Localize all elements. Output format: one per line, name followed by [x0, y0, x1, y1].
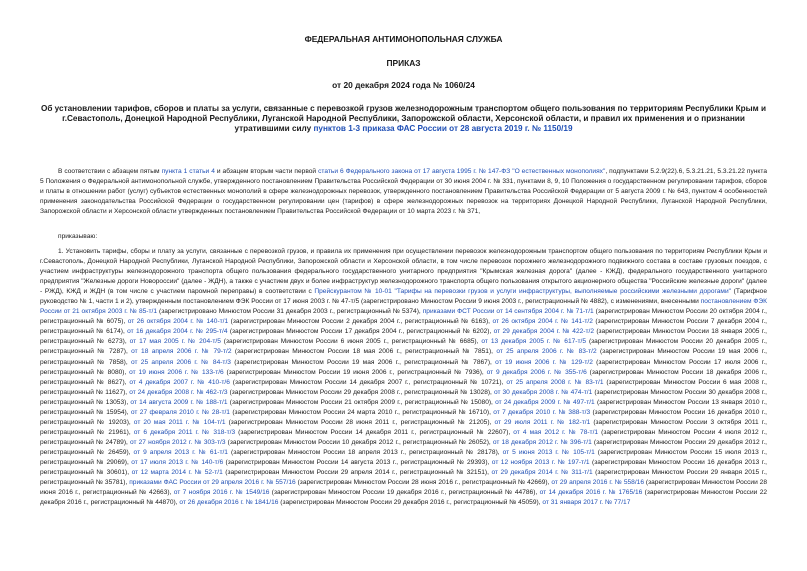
- body-text-run: (зарегистрирован Минюстом России 3 октября 2011 г., регистрационный № 21961),: [40, 418, 767, 436]
- body-text-run: (зарегистрирован Минюстом России 21 октября 2009 г., регистрационный № 15080),: [227, 398, 496, 406]
- document-link[interactable]: от 7 ноября 2016 г. № 1549/16: [173, 489, 270, 497]
- document-link[interactable]: от 31 января 2017 г. № 77/17: [542, 499, 631, 507]
- body-text-run: (зарегистрирован Минюстом России 29 апреля 2014 г., регистрационный № 32151),: [222, 469, 492, 477]
- body-text-run: (зарегистрирован Минюстом России 28 июня 2011 г., регистрационный № 21205),: [225, 418, 495, 426]
- body-text-run: (зарегистрирован Минюстом России 19 июня 2006 г., регистрационный № 7936),: [223, 368, 487, 376]
- document-link[interactable]: от 29 декабря 2004 г. № 422-т/2: [493, 328, 594, 336]
- body-text-run: (зарегистрирован Минюстом России 18 мая 2006 г., регистрационный № 7851),: [231, 348, 497, 356]
- document-link[interactable]: от 29 апреля 2016 г. № 558/16: [551, 479, 644, 487]
- body-text-run: (зарегистрирован Минюстом России 7 декабря 2004 г., регистрационный № 6174),: [40, 318, 767, 336]
- clause-1-text: [40, 247, 767, 508]
- document-link[interactable]: от 25 апреля 2006 г. № 83-т/2: [496, 348, 597, 356]
- document-link[interactable]: от 27 ноября 2012 г. № 303-т/3: [129, 438, 226, 446]
- body-text-run: (зарегистрирован Минюстом России 6 мая 2008 г., регистрационный № 11627),: [40, 378, 768, 396]
- order-word: приказываю:: [58, 233, 98, 240]
- preamble-text: [40, 167, 767, 217]
- document-link[interactable]: от 4 декабря 2007 г. № 410-т/6: [129, 378, 230, 386]
- title-text: Об установлении тарифов, сборов и платы за услуги, связанные с перевозкой грузов железнодорожным транспортом общего пользования по территориям Республики Крым и г.Севастополь, Донецкой Народной Республики, Луганской Народной Республики, Запорожской области, Херсонской области, и правил их применения и о признании утратившими силу: [40, 104, 767, 133]
- document-link[interactable]: от 17 мая 2005 г. № 204-т/5: [129, 338, 221, 346]
- agency-heading: ФЕДЕРАЛЬНАЯ АНТИМОНОПОЛЬНАЯ СЛУЖБА: [304, 34, 503, 44]
- document-link[interactable]: от 12 марта 2014 г. № 52-т/1: [131, 469, 223, 477]
- body-text-run: (зарегистрирован Минюстом России 18 апреля 2013 г., регистрационный № 28178),: [227, 448, 503, 456]
- document-link[interactable]: от 12 ноября 2013 г. № 197-т/1: [491, 458, 590, 466]
- body-text-run: (зарегистрирован Минюстом России 19 мая 2006 г., регистрационный № 7858),: [40, 348, 767, 366]
- body-text-run: (зарегистрирован Минюстом России 13 января 2010 г., регистрационный № 15954),: [40, 398, 767, 416]
- document-link[interactable]: статьи 6 Федерального закона от 17 августа 1995 г. № 147-ФЗ "О естественных монополиях": [318, 168, 606, 175]
- document-link[interactable]: от 24 декабря 2009 г. № 497-т/1: [495, 398, 595, 406]
- body-text-run: (зарегистрирован Минюстом России 29 декабря 2016 г., регистрационный № 45059),: [278, 499, 543, 507]
- document-link[interactable]: приказами ФАС России от 29 апреля 2016 г. № 557/16: [129, 479, 296, 487]
- body-text-run: (зарегистрирован Минюстом России 19 декабря 2016 г., регистрационный № 44786),: [269, 489, 540, 497]
- document-link[interactable]: от 19 июня 2006 г. № 133-т/6: [129, 368, 224, 376]
- document-link[interactable]: от 14 декабря 2016 г. № 1765/16: [539, 489, 643, 497]
- body-text-run: (Тарифное руководство № 1, части 1 и 2), утвержденным постановлением ФЭК России от 17 июня 2003 г. № 47-т/5 (зарегистрировано Минюстом России 9 июня 2003 г., регистрационный № 4882), с изменениями, внесенными: [40, 288, 767, 306]
- document-date-number: от 20 декабря 2024 года № 1060/24: [332, 80, 475, 90]
- body-text-run: (зарегистрирован Минюстом России 18 января 2005 г., регистрационный № 6273),: [40, 328, 767, 346]
- body-text-run: (зарегистрирован Минюстом России 2 декабря 2004 г., регистрационный № 6163),: [228, 318, 493, 326]
- document-link[interactable]: от 5 июня 2013 г. № 105-т/1: [502, 448, 595, 456]
- document-link[interactable]: от 25 апреля 2006 г. № 84-т/3: [130, 358, 231, 366]
- body-text-run: (зарегистрирован Минюстом России 16 декабря 2013 г., регистрационный № 30601),: [40, 458, 768, 477]
- document-link[interactable]: от 26 октября 2004 г. № 140-т/1: [127, 318, 229, 326]
- document-title: [40, 104, 767, 134]
- document-link[interactable]: от 4 мая 2012 г. № 78-т/1: [513, 428, 599, 436]
- body-text-run: и абзацем вторым части первой: [214, 168, 319, 175]
- body-text-run: (зарегистрирован Минюстом России 22 декабря 2016 г., регистрационный № 44870),: [40, 489, 768, 507]
- body-text-run: (зарегистрирован Минюстом России 30 декабря 2008 г., регистрационный № 13053),: [40, 388, 767, 406]
- preamble-paragraph: [40, 167, 767, 217]
- document-link[interactable]: от 18 декабря 2012 г. № 396-т/1: [492, 438, 592, 446]
- body-text-run: (зарегистрирован Минюстом России 20 декабря 2005 г., регистрационный № 7287),: [40, 338, 767, 356]
- document-link[interactable]: от 9 апреля 2013 г. № 61-т/1: [133, 448, 228, 456]
- document-link[interactable]: от 18 апреля 2006 г. № 79-т/2: [131, 348, 232, 356]
- document-link[interactable]: от 25 апреля 2008 г. № 83-т/1: [506, 378, 604, 386]
- document-link[interactable]: от 16 декабря 2004 г. № 295-т/4: [127, 328, 228, 336]
- body-text-run: (зарегистрирован Минюстом России 29 января 2015 г., регистрационный № 35781),: [40, 469, 767, 487]
- body-text-run: (зарегистрирован Минюстом России 14 августа 2013 г., регистрационный № 29393),: [223, 458, 492, 466]
- body-text-run: (зарегистрирован Минюстом России 29 декабря 2012 г., регистрационный № 26459),: [40, 438, 768, 456]
- document-link[interactable]: от 7 декабря 2010 г. № 388-т/3: [493, 408, 591, 416]
- body-text-run: (зарегистрирован Минюстом России 19 мая 2006 г., регистрационный № 7867),: [230, 358, 496, 366]
- title-link[interactable]: пунктов 1-3 приказа ФАС России от 28 августа 2019 г. № 1150/19: [313, 124, 573, 133]
- document-link[interactable]: от 29 декабря 2014 г. № 311-т/1: [491, 469, 593, 477]
- body-text-run: (зарегистрирован Минюстом России 24 марта 2010 г., регистрационный № 16710),: [229, 408, 494, 416]
- body-text-run: (зарегистрирован Минюстом России 14 декабря 2007 г., регистрационный № 10721),: [229, 378, 507, 386]
- body-text-run: (зарегистрировано Минюстом России 31 декабря 2003 г., регистрационный № 5374),: [157, 308, 423, 316]
- body-text-run: (зарегистрирован Минюстом России 14 декабря 2011 г., регистрационный № 22607),: [235, 428, 514, 436]
- document-link[interactable]: от 27 февраля 2010 г. № 28-т/1: [130, 408, 230, 416]
- document-link[interactable]: от 24 декабря 2008 г. № 462-т/3: [129, 388, 228, 396]
- clause-1-paragraph: [40, 247, 767, 508]
- document-link[interactable]: от 17 июля 2013 г. № 140-т/6: [131, 458, 224, 466]
- body-text-run: (зарегистрирован Минюстом России 16 декабря 2010 г., регистрационный № 19203),: [40, 408, 767, 426]
- body-text-run: (зарегистрирован Минюстом России 18 декабря 2006 г., регистрационный № 8627),: [40, 368, 767, 386]
- body-text-run: (зарегистрирован Минюстом России 15 июля 2013 г., регистрационный № 29069),: [40, 448, 768, 466]
- body-text-run: (зарегистрирован Минюстом России 28 июня 2016 г., регистрационный № 42663),: [40, 479, 768, 497]
- document-link[interactable]: от 13 декабря 2005 г. № 617-т/5: [481, 338, 587, 346]
- body-text-run: (зарегистрирован Минюстом России 17 июля 2006 г., регистрационный № 8080),: [40, 358, 768, 376]
- body-text-run: , подпунктами 5.2.9(22).6, 5.3.21.21, 5.3.21.22 пункта 5 Положения о Федеральной антимонопольной службе, утвержденного постановлением Правительства Российской Федерации от 30 июня 2004 г. № 331, пунктами 8, 9, 10 Положения о государственном регулировании тарифов, сборов и платы в отношении работ (услуг) субъектов естественных монополий в сфере железнодорожных перевозок, утвержденного постановлением Правительства Российской Федерации от 5 августа 2009 г. № 643, пунктом 4 особенностей применения законодательства Российской Федерации о государственном регулировании цен (тарифов) в сфере железнодорожных перевозок на территориях Донецкой Народной Республики, Луганской Народной Республики, Запорожской области и Херсонской области утвержденных постановлением Правительства Российской Федерации от 10 марта 2023 г. № 371,: [40, 168, 767, 216]
- body-text-run: (зарегистрирован Минюстом России 6 июня 2005 г., регистрационный № 6685),: [220, 338, 482, 346]
- body-text-run: В соответствии с абзацем пятым: [58, 168, 162, 175]
- order-word-paragraph: [40, 232, 767, 242]
- document-link[interactable]: от 30 декабря 2008 г. № 474-т/1: [493, 388, 593, 396]
- body-text-run: (зарегистрирован Минюстом России 10 декабря 2012 г., регистрационный № 26052),: [225, 438, 493, 446]
- document-link[interactable]: от 9 декабря 2006 г. № 355-т/6: [486, 368, 587, 376]
- body-text-run: (зарегистрирован Минюстом России 28 июня 2016 г., регистрационный № 42669),: [295, 479, 552, 487]
- document-link[interactable]: от 6 декабря 2011 г. № 318-т/3: [133, 428, 236, 436]
- document-link[interactable]: от 20 мая 2011 г. № 104-т/1: [133, 418, 226, 426]
- body-text-run: (зарегистрирован Минюстом России 17 декабря 2004 г., регистрационный № 6202),: [227, 328, 494, 336]
- document-link[interactable]: от 26 декабря 2016 г. № 1841/16: [179, 499, 279, 507]
- document-link[interactable]: от 19 июня 2006 г. № 129-т/2: [495, 358, 593, 366]
- document-link[interactable]: Прейскурантом № 10-01 "Тарифы на перевозки грузов и услуги инфраструктуры, выполняемые российскими железными дорогами": [314, 288, 731, 296]
- document-link[interactable]: постановлением ФЭК России от 21 октября 2003 г. № 85-т/1: [40, 298, 767, 316]
- body-text-run: (зарегистрирован Минюстом России 20 октября 2004 г., регистрационный № 6075),: [40, 308, 767, 326]
- document-type: ПРИКАЗ: [386, 58, 421, 68]
- document-link[interactable]: приказами ФСТ России от 14 сентября 2004 г. № 71-т/1: [422, 308, 594, 316]
- document-link[interactable]: от 26 октября 2004 г. № 141-т/2: [492, 318, 593, 326]
- body-text-run: (зарегистрирован Минюстом России 29 декабря 2008 г., регистрационный № 13028),: [227, 388, 494, 396]
- document-link[interactable]: пункта 1 статьи 4: [161, 168, 215, 175]
- document-link[interactable]: от 29 июля 2011 г. № 182-т/1: [494, 418, 591, 426]
- body-text-run: 1. Установить тарифы, сборы и плату за услуги, связанные с перевозкой грузов, и правила их применения при осуществлении перевозок железнодорожным транспортом общего пользования по территориям Республики Крым и г.Севастополь, Донецкой Народной Республики, Луганской Народной Республики, Запорожской области и Херсонской области, в том числе перевозок порожнего железнодорожного подвижного состава в составе грузовых поездов, с участием инфраструктуры железнодорожного транспорта общего пользования федерального государственного унитарного предприятия "Крымская железная дорога" (далее - КЖД), федерального государственного унитарного предприятия "Железные дороги Новороссии" (далее - ЖДН), а также с участием двух и более инфраструктур железнодорожного транспорта общего пользования открытого акционерного общества "Российские железные дороги" (далее - РЖД), КЖД и ЖДН (в том числе с участием паромной переправы) в соответствии с: [40, 248, 767, 296]
- document-link[interactable]: от 14 августа 2009 г. № 188-т/1: [130, 398, 228, 406]
- body-text-run: (зарегистрирован Минюстом России 4 июля 2012 г., регистрационный № 24789),: [40, 428, 767, 446]
